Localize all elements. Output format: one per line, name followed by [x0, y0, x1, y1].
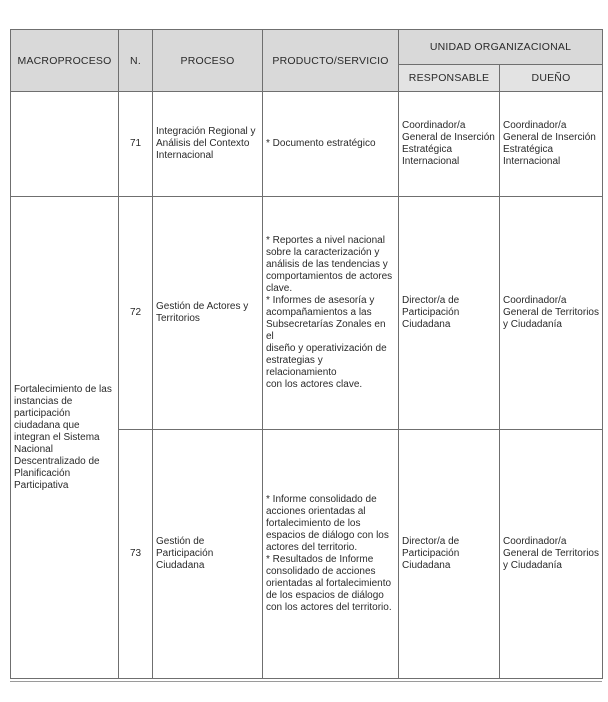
process-table [10, 29, 603, 679]
row-number: 73 [119, 430, 153, 679]
macroproceso-cell-empty [11, 92, 119, 197]
responsable-cell: Coordinador/a General de Inserción Estratégica Internacional [399, 92, 500, 197]
header-macroproceso: MACROPROCESO [11, 30, 119, 92]
header-unidad-organizacional: UNIDAD ORGANIZACIONAL [399, 30, 603, 65]
row-number: 72 [119, 197, 153, 430]
header-proceso: PROCESO [153, 30, 263, 92]
table-row [11, 92, 603, 197]
responsable-cell: Director/a de Participación Ciudadana [399, 197, 500, 430]
row-number: 71 [119, 92, 153, 197]
producto-servicio-cell: * Documento estratégico [263, 92, 399, 197]
proceso-cell: Integración Regional y Análisis del Contexto Internacional [153, 92, 263, 197]
dueno-cell: Coordinador/a General de Inserción Estratégica Internacional [500, 92, 603, 197]
header-responsable: RESPONSABLE [399, 65, 500, 92]
dueno-cell: Coordinador/a General de Territorios y Ciudadanía [500, 197, 603, 430]
page-bottom-rule [10, 681, 602, 682]
dueno-cell: Coordinador/a General de Territorios y Ciudadanía [500, 430, 603, 679]
header-dueno: DUEÑO [500, 65, 603, 92]
header-numero: N. [119, 30, 153, 92]
table-row [11, 197, 603, 430]
header-producto-servicio: PRODUCTO/SERVICIO [263, 30, 399, 92]
macroproceso-cell: Fortalecimiento de las instancias de participación ciudadana que integran el Sistema Nacional Descentralizado de Planificación Participativa [11, 197, 119, 679]
responsable-cell: Director/a de Participación Ciudadana [399, 430, 500, 679]
producto-servicio-cell: * Informe consolidado de acciones orientadas al fortalecimiento de los espacios de diálogo con los actores del territorio. * Resultados de Informe consolidado de acciones orientadas al fortalecimiento de los espacios de diálogo con los actores del territorio. [263, 430, 399, 679]
proceso-cell: Gestión de Actores y Territorios [153, 197, 263, 430]
proceso-cell: Gestión de Participación Ciudadana [153, 430, 263, 679]
producto-servicio-cell: * Reportes a nivel nacional sobre la caracterización y análisis de las tendencias y comportamientos de actores clave. * Informes de asesoría y acompañamientos a las Subsecretarías Zonales en el diseño y operativización de estrategias y relacionamiento con los actores clave. [263, 197, 399, 430]
